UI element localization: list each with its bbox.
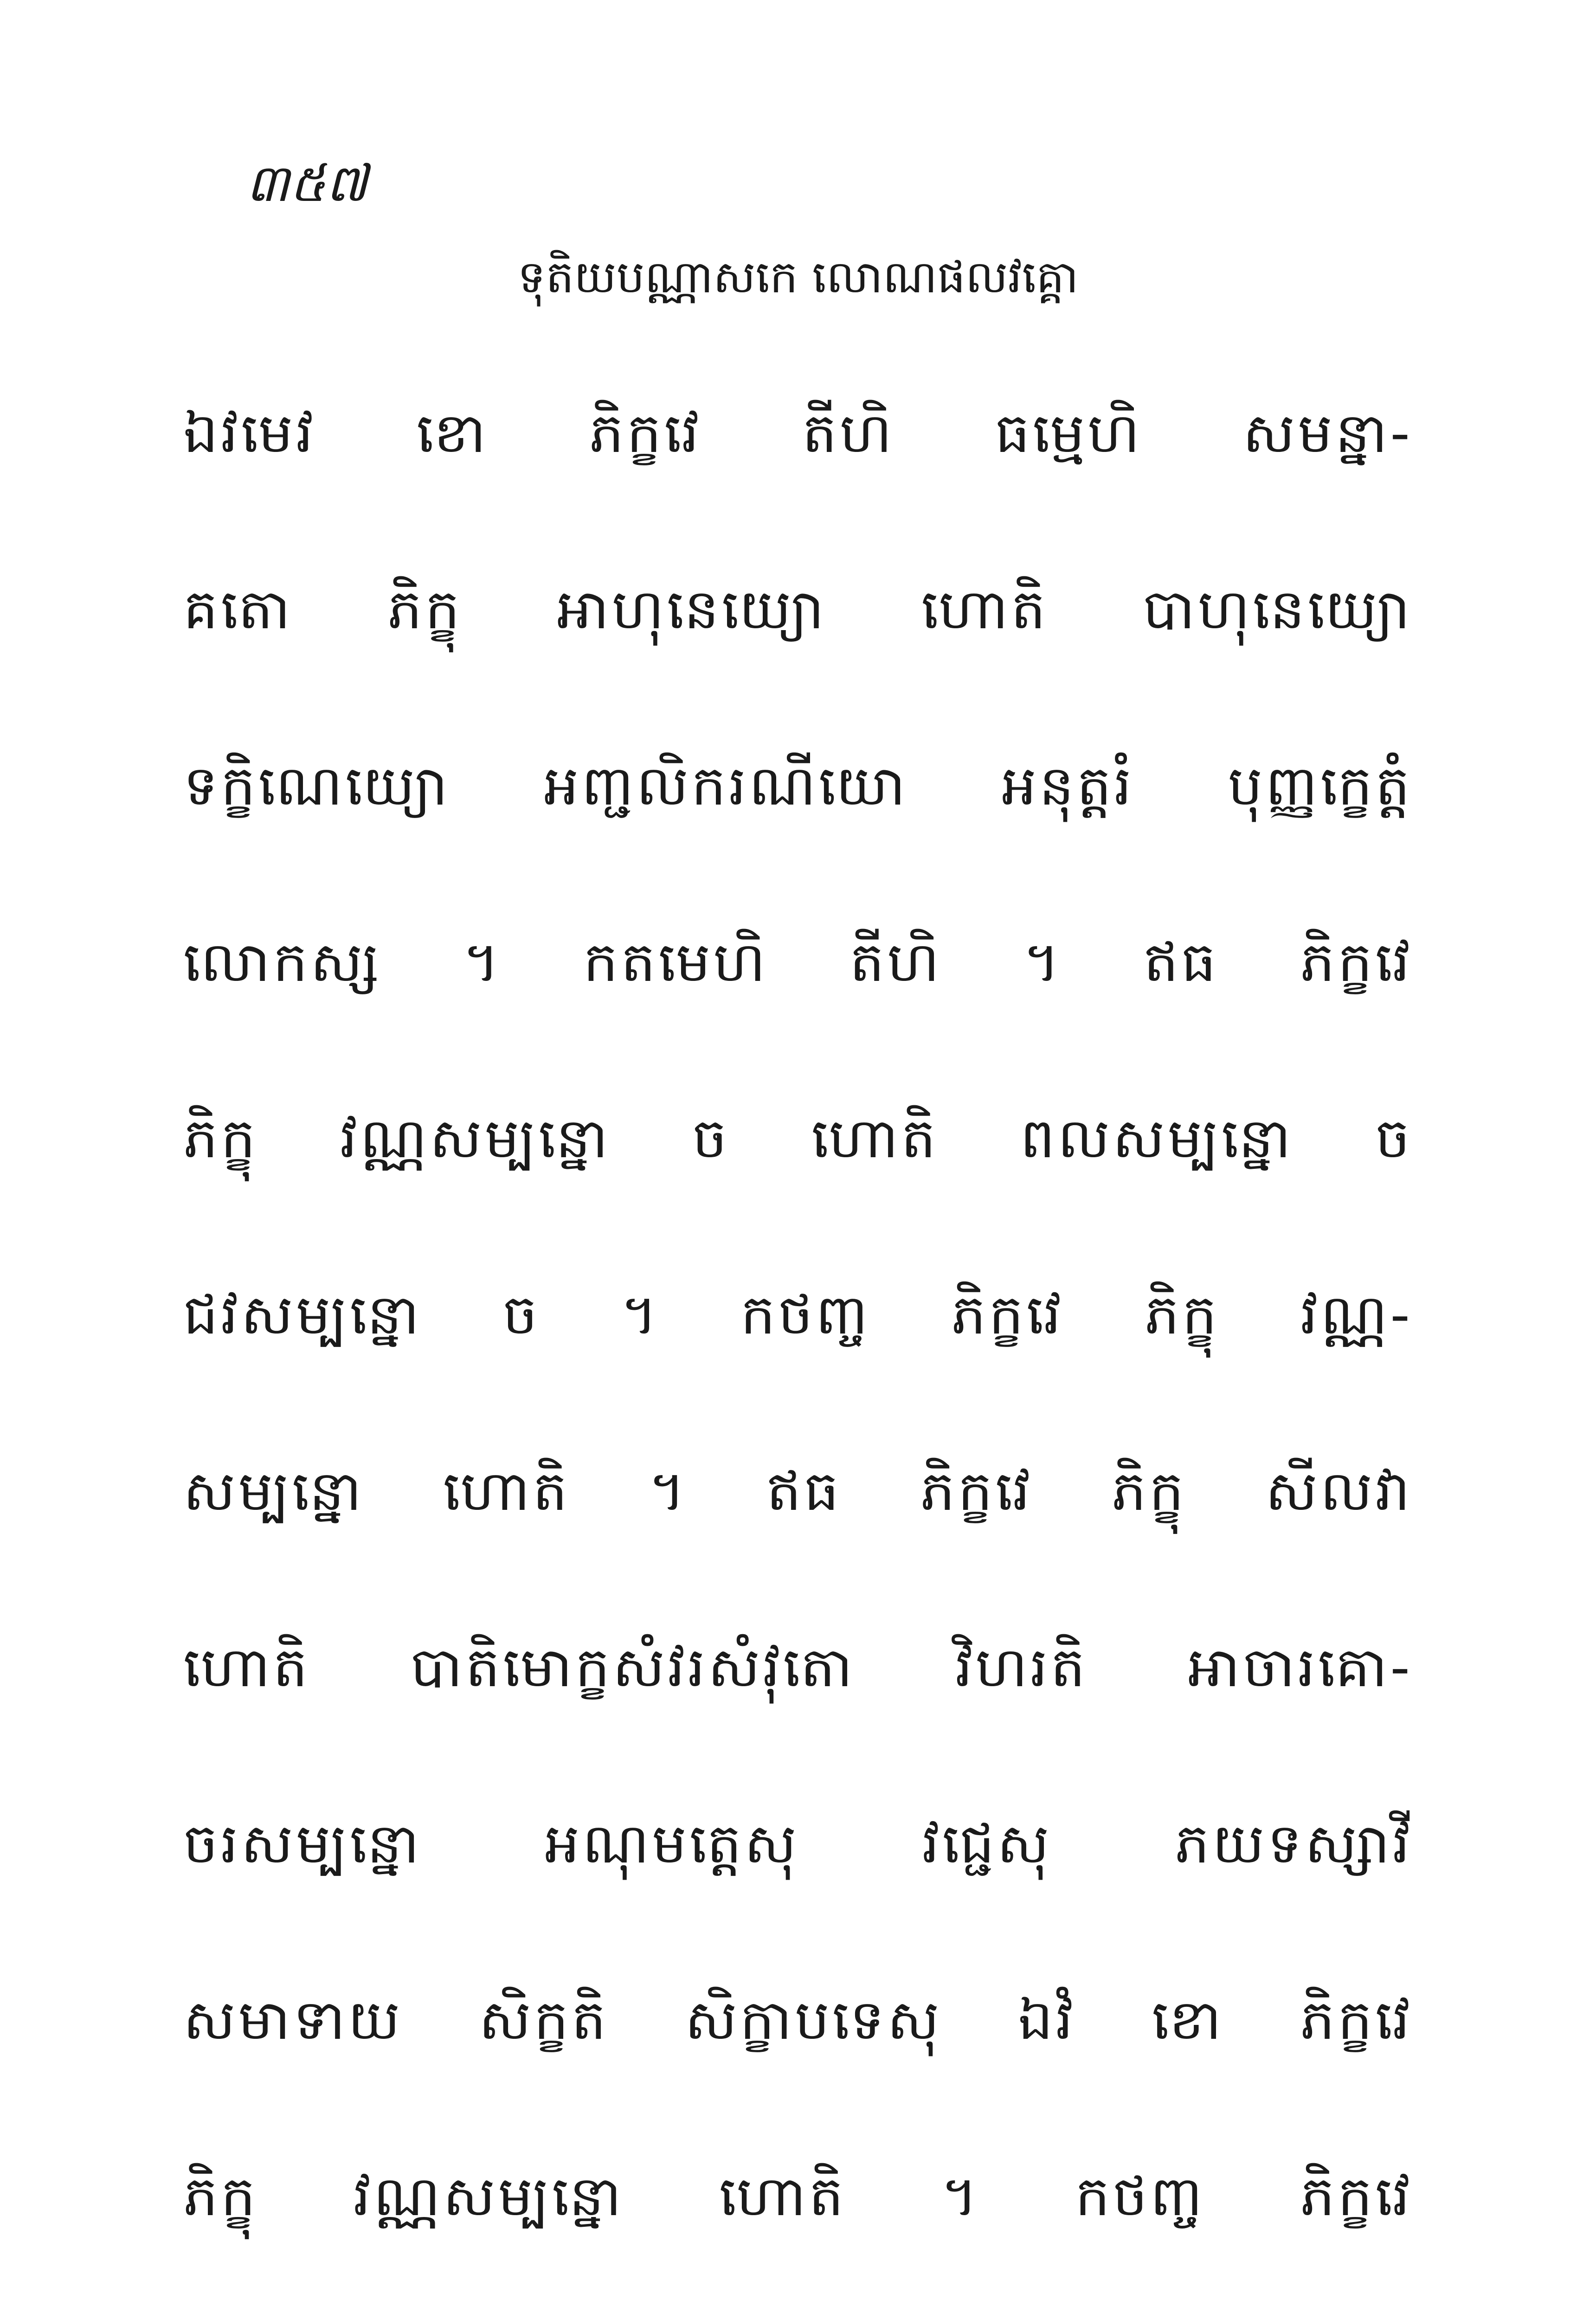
text-line: ភិក្ខុ វណ្ណសម្បន្នោ ហោតិ ។ កថញ្ច ភិក្ខវេ <box>183 2164 1413 2228</box>
text-line: ចរសម្បន្នោ អណុមត្តេសុ វជ្ជេសុ ភយទស្សាវី <box>183 1811 1413 1875</box>
page-number: ៣៥៧ <box>246 154 368 213</box>
text-line: ជវសម្បន្នោ ច ។ កថញ្ច ភិក្ខវេ ភិក្ខុ វណ្ណ- <box>183 1282 1413 1347</box>
text-line: សមាទាយ សិក្ខតិ សិក្ខាបទេសុ ឯវំ ខោ ភិក្ខវេ <box>183 1988 1413 2052</box>
chapter-heading: ទុតិយបណ្ណាសកេ លោណផលវគ្គោ <box>517 251 1079 303</box>
text-line: គតោ ភិក្ខុ អាហុនេយ្យោ ហោតិ បាហុនេយ្យោ <box>183 577 1413 641</box>
text-line: ហោតិ បាតិមោក្ខសំវរសំវុតោ វិហរតិ អាចារគោ- <box>183 1635 1413 1699</box>
text-line: ឯវមេវ ខោ ភិក្ខវេ តីហិ ធម្មេហិ សមន្នា- <box>183 401 1413 465</box>
text-line: លោកស្ស ។ កតមេហិ តីហិ ។ ឥធ ភិក្ខវេ <box>183 930 1413 994</box>
body-text <box>183 399 1413 2320</box>
text-line: សម្បន្នោ ហោតិ ។ ឥធ ភិក្ខវេ ភិក្ខុ សីលវា <box>183 1459 1413 1523</box>
text-line: ទក្ខិណេយ្យោ អញ្ជលិករណីយោ អនុត្តរំ បុញ្ញក្ខេត្តំ <box>183 754 1413 818</box>
text-line: ភិក្ខុ វណ្ណសម្បន្នោ ច ហោតិ ពលសម្បន្នោ ច <box>183 1106 1413 1170</box>
